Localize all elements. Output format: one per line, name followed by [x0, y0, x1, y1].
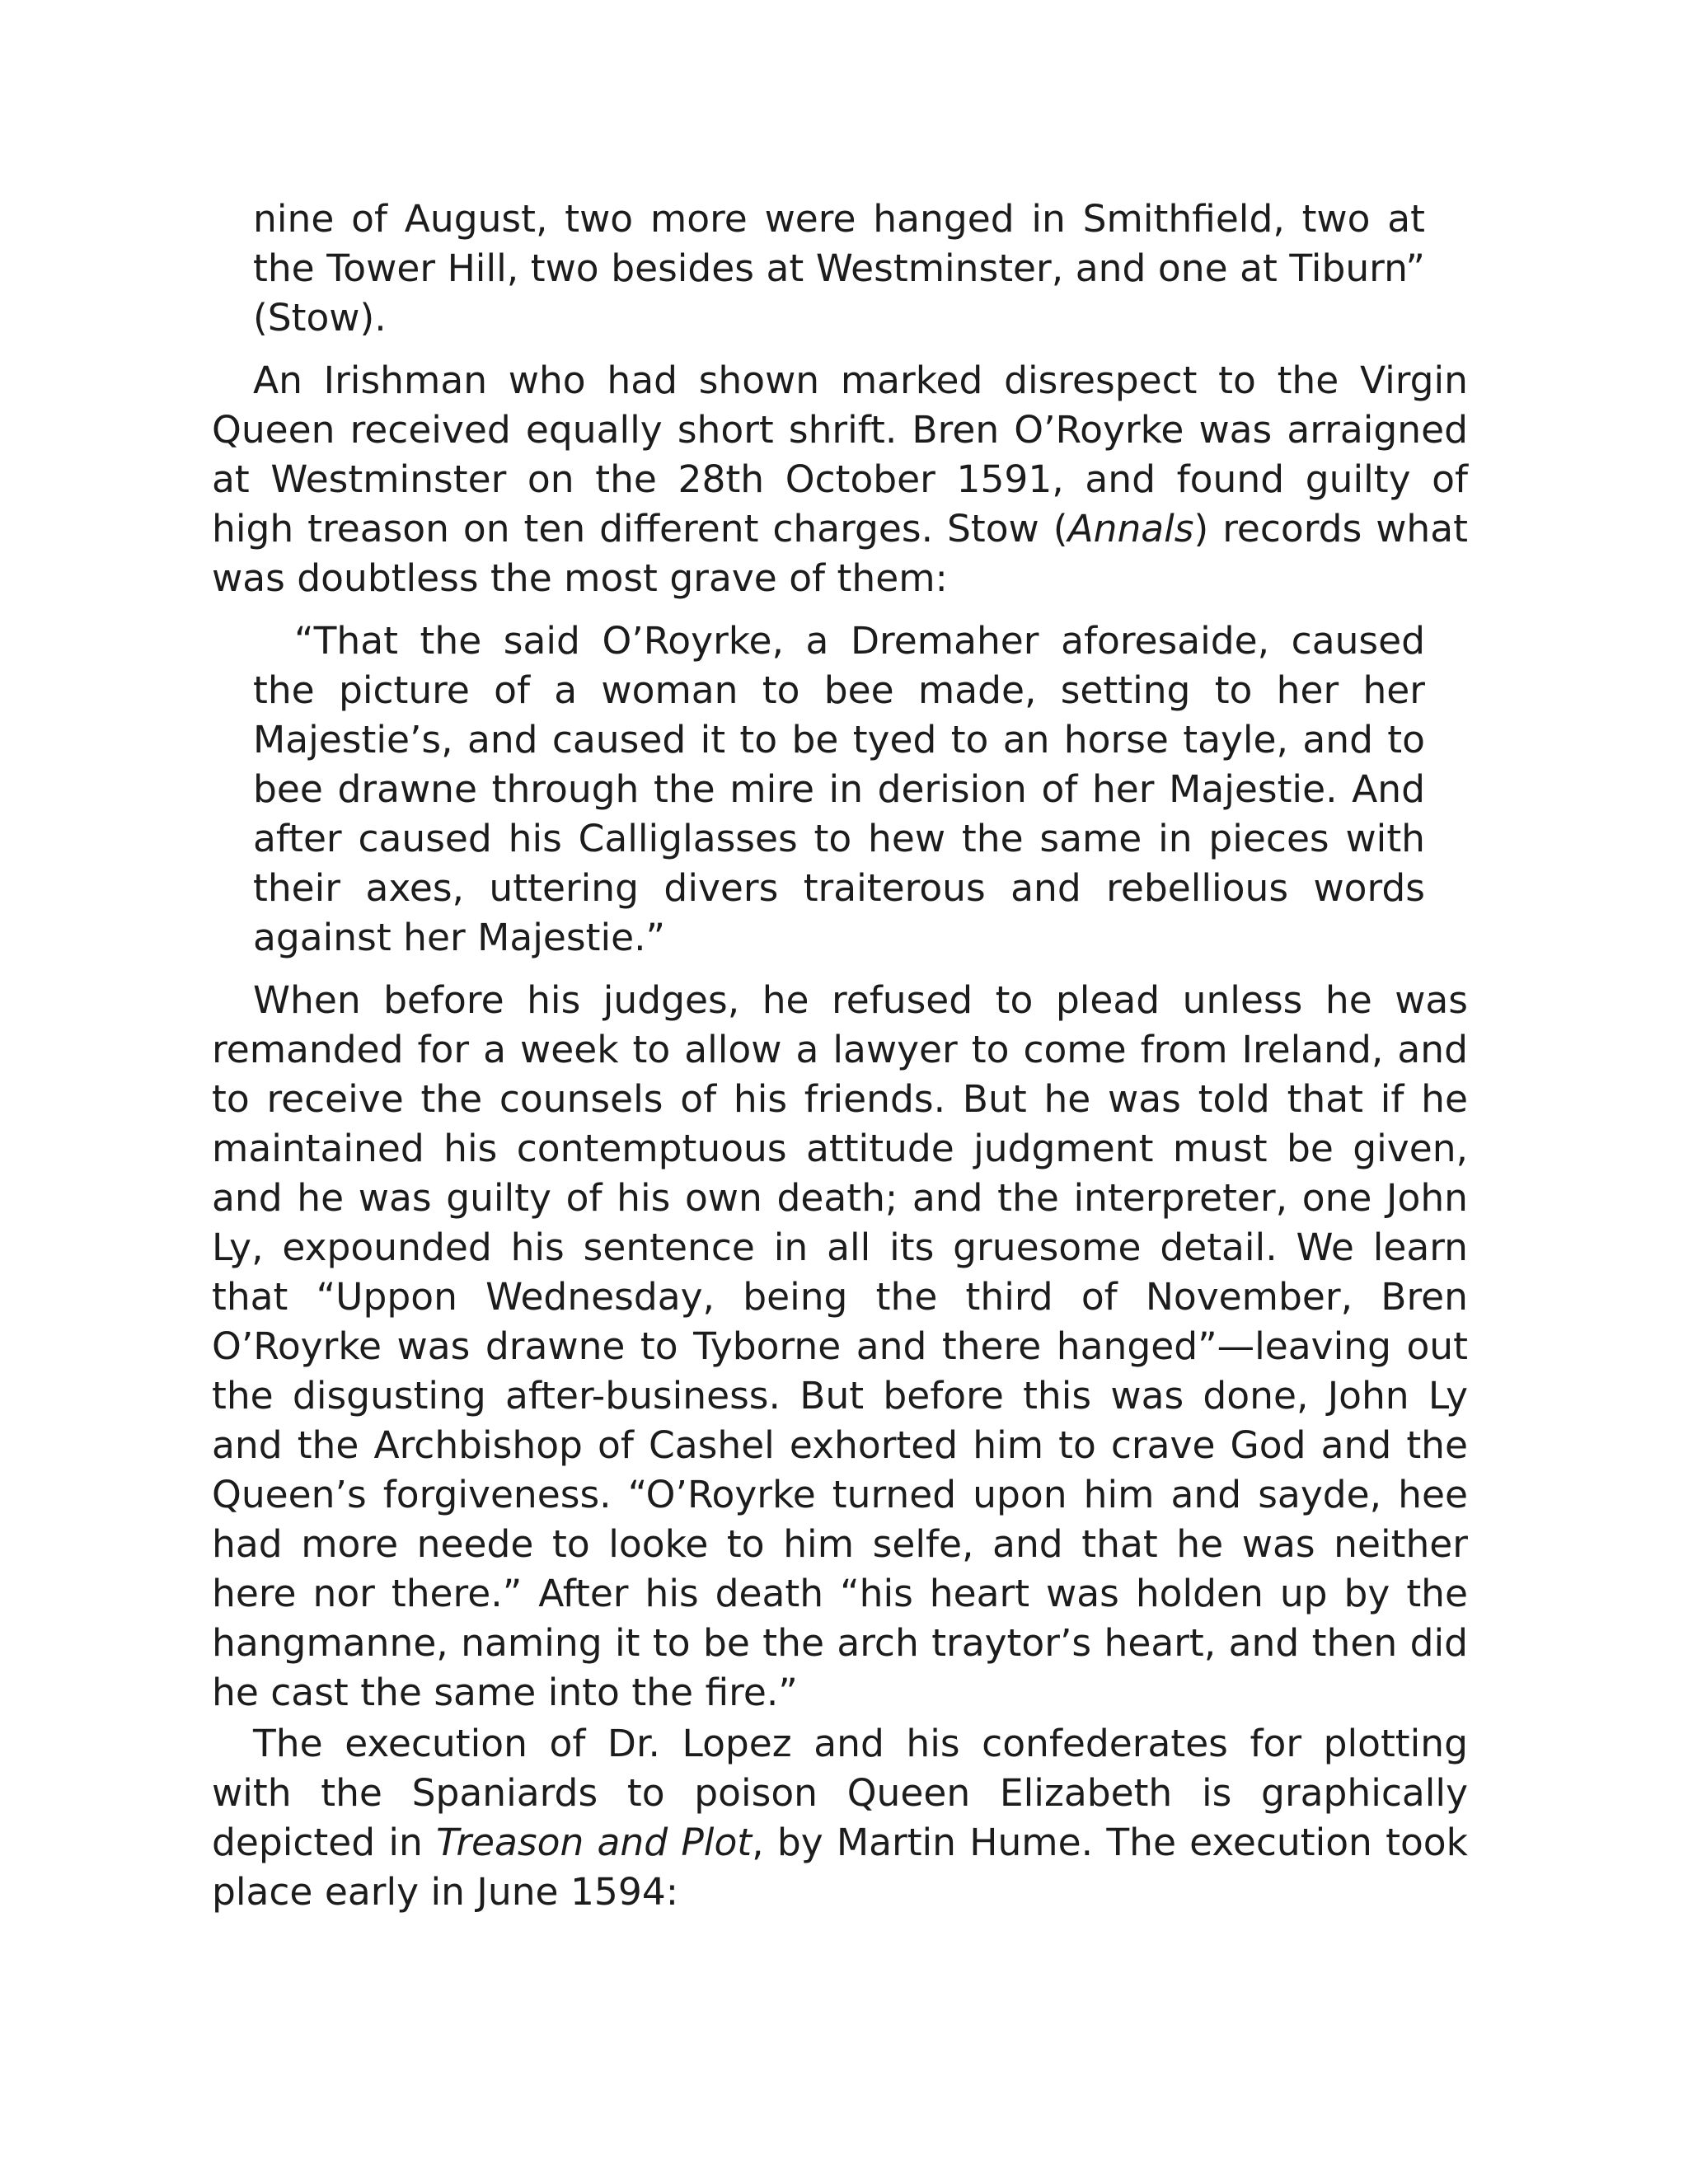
book-title-treason-and-plot: Treason and Plot — [436, 1821, 753, 1864]
paragraph-lopez — [212, 1719, 1468, 1917]
paragraph-orourke — [212, 356, 1468, 603]
paragraph-orourke-text-1: An Irishman who had shown marked disrespect to the Virgin Queen received equally short shrift. Bren O’Royrke was arraigned at Westminster on the 28th October 1591, and found guilty of high treason on ten different charges. Stow ( — [212, 359, 1468, 551]
paragraph-lopez-text-1: The execution of Dr. Lopez and his confederates for plotting with the Spaniards to poison Queen Elizabeth is graphically depicted in — [212, 1722, 1468, 1864]
paragraph-judges-text: When before his judges, he refused to plead unless he was remanded for a week to allow a lawyer to come from Ireland, and to receive the counsels of his friends. But he was told that if he maintained his contemptuous attitude judgment must be given, and he was guilty of his own death; and the interpreter, one John Ly, expounded his sentence in all its gruesome detail. We learn that “Uppon Wednesday, being the third of November, Bren O’Royrke was drawne to Tyborne and there hanged”—leaving out the disgusting after-business. But before this was done, John Ly and the Archbishop of Cashel exhorted him to crave God and the Queen’s forgiveness. “O’Royrke turned upon him and sayde, hee had more neede to looke to him selfe, and that he was neither here nor there.” After his death “his heart was holden up by the hangmanne, naming it to be the arch traytor’s heart, and then did he cast the same into the fire.” — [212, 978, 1468, 1714]
quote-charge-text: “That the said O’Royrke, a Dremaher aforesaide, caused the picture of a woman to bee made, setting to her her Majestie’s, and caused it to be tyed to an horse tayle, and to bee drawne through the mire in derision of her Majestie. And after caused his Calliglasses to hew the same in pieces with their axes, uttering divers traiterous and rebellious words against her Majestie.” — [253, 619, 1425, 959]
quote-continuation-text: nine of August, two more were hanged in Smithfield, two at the Tower Hill, two besides at Westminster, and one at Tiburn” (Stow). — [253, 197, 1425, 340]
paragraph-lopez-text-2: , by Martin Hume. The execution took place early in June 1594: — [212, 1821, 1468, 1914]
book-title-annals: Annals — [1067, 507, 1194, 551]
paragraph-judges — [212, 976, 1468, 1718]
quote-charge — [253, 616, 1425, 963]
page-body — [212, 194, 1468, 1917]
quote-continuation — [253, 194, 1425, 343]
paragraph-orourke-text-2: ) records what was doubtless the most grave of them: — [212, 507, 1468, 600]
